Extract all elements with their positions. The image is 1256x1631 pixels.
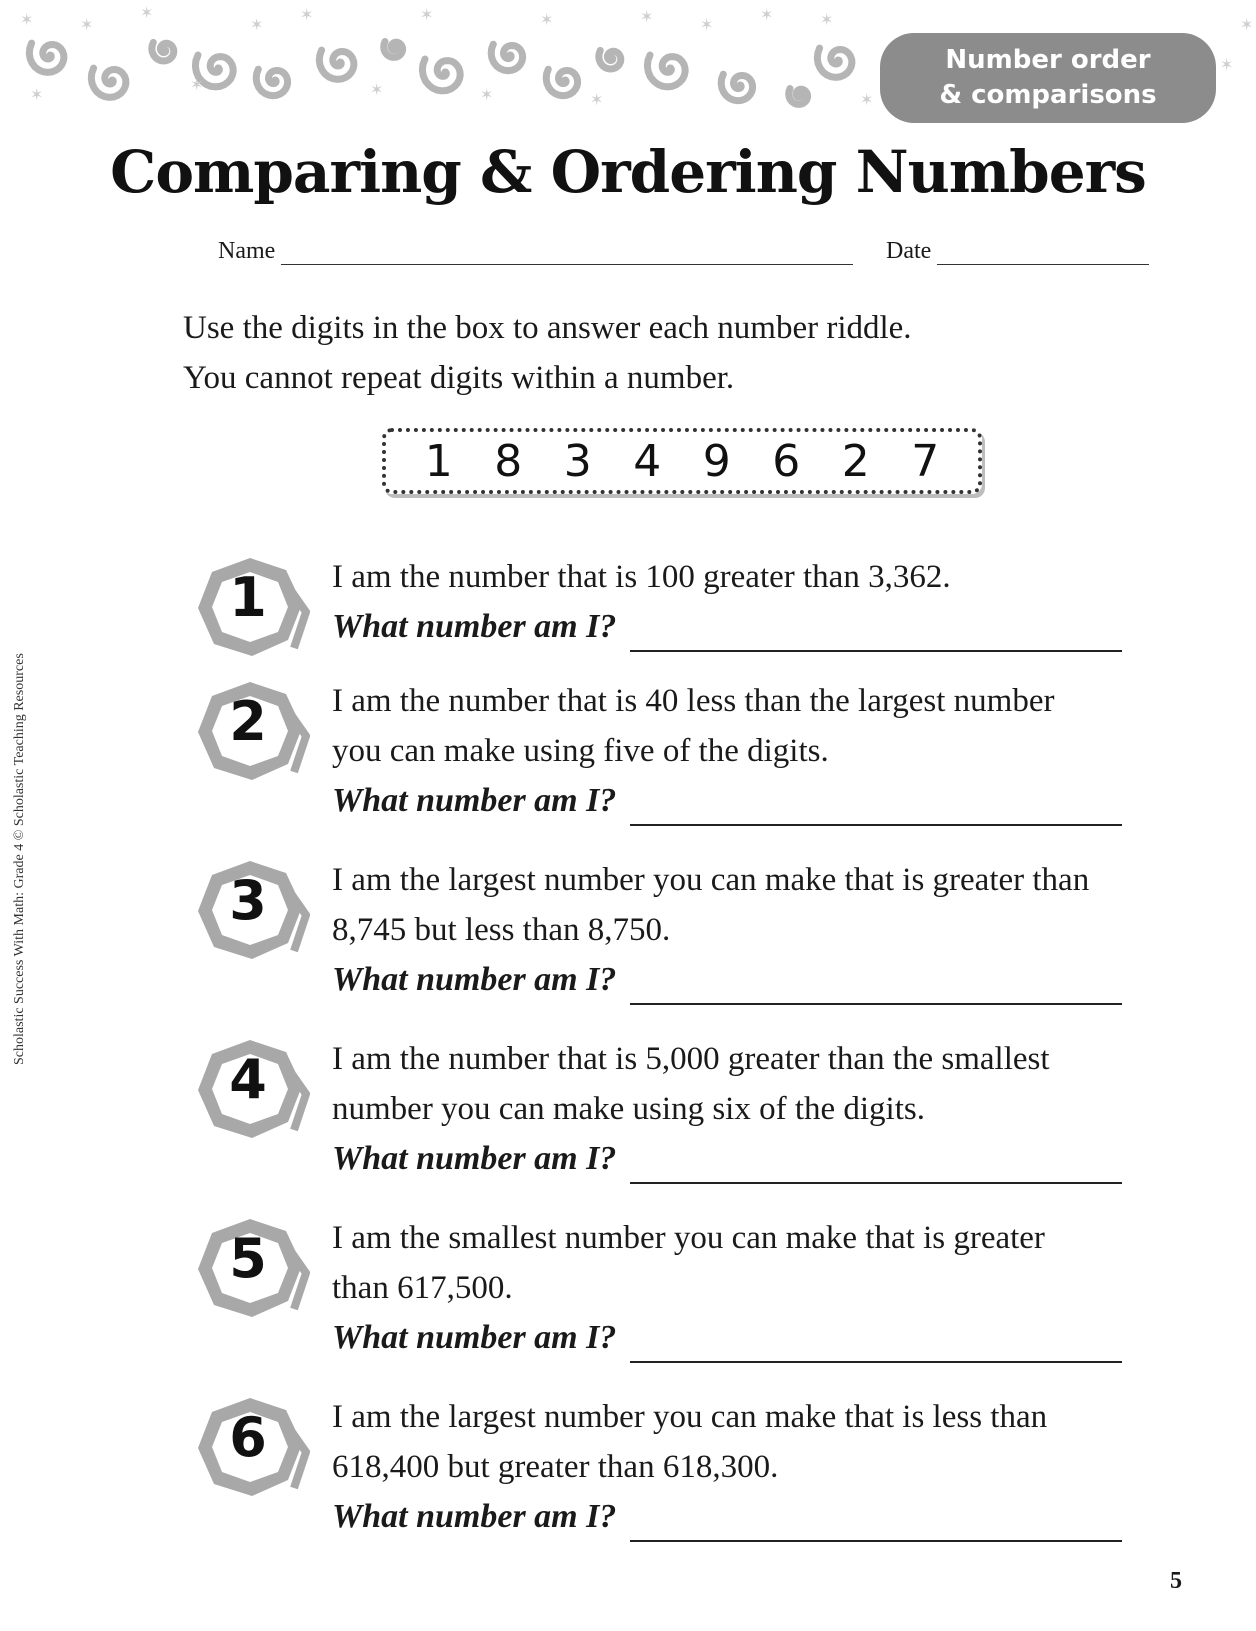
page-title: Comparing & Ordering Numbers: [110, 138, 1146, 206]
swirl-icon: [546, 69, 577, 96]
instructions-line2: You cannot repeat digits within a number.: [183, 360, 735, 396]
date-label: Date: [886, 238, 932, 264]
star-icon: ✶: [640, 7, 654, 26]
date-field[interactable]: [886, 238, 1149, 265]
riddle-text: you can make using five of the digits.: [332, 733, 829, 769]
answer-line[interactable]: [630, 614, 1122, 652]
riddle-question: What number am I?: [332, 961, 617, 998]
riddle-number: 2: [229, 690, 267, 753]
riddle-number: 3: [229, 869, 267, 932]
name-field[interactable]: [218, 238, 853, 265]
riddle-text: number you can make using six of the digits.: [332, 1091, 925, 1127]
riddle-text: I am the largest number you can make that is less than: [332, 1399, 1048, 1435]
riddle-number-badge: [190, 1213, 310, 1323]
star-icon: ✶: [420, 5, 434, 24]
star-icon: ✶: [700, 15, 714, 34]
riddle-number-badge: [190, 676, 310, 786]
digit: 9: [702, 435, 731, 487]
swirl-icon: [29, 43, 64, 72]
name-label: Name: [218, 238, 276, 264]
swirl-icon: [721, 74, 752, 101]
answer-line[interactable]: [630, 788, 1122, 826]
digit: 8: [494, 435, 523, 487]
riddle-number: 6: [229, 1406, 267, 1469]
swirl-icon: [789, 89, 808, 105]
star-icon: ✶: [1240, 15, 1254, 34]
topic-tag-line2: & comparisons: [939, 80, 1157, 110]
riddle-text: I am the number that is 40 less than the largest number: [332, 683, 1055, 719]
riddle-text: 618,400 but greater than 618,300.: [332, 1449, 779, 1485]
swirl-icon: [817, 48, 852, 77]
topic-tag: [880, 33, 1216, 123]
answer-line[interactable]: [630, 1146, 1122, 1184]
star-icon: ✶: [140, 3, 154, 22]
star-icon: ✶: [860, 90, 874, 109]
riddle-text: than 617,500.: [332, 1270, 513, 1306]
star-icon: ✶: [190, 75, 204, 94]
star-icon: ✶: [30, 85, 44, 104]
swirl-icon: [599, 50, 621, 69]
riddle-text: I am the smallest number you can make that is greater: [332, 1220, 1045, 1256]
instructions-line1: Use the digits in the box to answer each number riddle.: [183, 310, 912, 346]
riddle-number-badge: [190, 1392, 310, 1502]
date-line[interactable]: [937, 242, 1149, 265]
digit-box: [382, 428, 982, 494]
star-icon: ✶: [1220, 55, 1234, 74]
topic-tag-line1: Number order: [945, 45, 1151, 75]
swirl-icon: [384, 42, 403, 58]
digit: 3: [563, 435, 592, 487]
answer-line[interactable]: [630, 1504, 1122, 1542]
star-icon: ✶: [80, 15, 94, 34]
digit: 2: [841, 435, 870, 487]
swirl-icon: [422, 59, 460, 91]
swirl-icon: [319, 50, 354, 79]
riddle-text: 8,745 but less than 8,750.: [332, 912, 671, 948]
riddle-text: I am the number that is 100 greater than 3,362.: [332, 559, 951, 595]
riddle-number-badge: [190, 1034, 310, 1144]
copyright-side-text: Scholastic Success With Math: Grade 4 © Scholastic Teaching Resources: [12, 653, 27, 1065]
swirl-icon: [91, 68, 126, 97]
answer-line[interactable]: [630, 967, 1122, 1005]
star-icon: ✶: [540, 10, 554, 29]
answer-line[interactable]: [630, 1325, 1122, 1363]
star-icon: ✶: [760, 5, 774, 24]
riddle-question: What number am I?: [332, 782, 617, 819]
riddle-number-badge: [190, 552, 310, 662]
riddle-question: What number am I?: [332, 1140, 617, 1177]
star-icon: ✶: [370, 80, 384, 99]
riddle-question: What number am I?: [332, 1498, 617, 1535]
riddle-question: What number am I?: [332, 1319, 617, 1356]
star-icon: ✶: [300, 5, 314, 24]
digit: 1: [424, 435, 453, 487]
digit: 6: [772, 435, 801, 487]
swirl-icon: [152, 42, 174, 61]
star-icon: ✶: [250, 15, 264, 34]
digit: 4: [633, 435, 662, 487]
riddle-question: What number am I?: [332, 608, 617, 645]
name-line[interactable]: [281, 242, 853, 265]
digit: 7: [911, 435, 940, 487]
riddle-text: I am the largest number you can make that is greater than: [332, 862, 1090, 898]
star-icon: ✶: [20, 10, 34, 29]
star-icon: ✶: [590, 90, 604, 109]
star-icon: ✶: [480, 85, 494, 104]
riddle-text: I am the number that is 5,000 greater than the smallest: [332, 1041, 1050, 1077]
star-icon: ✶: [820, 10, 834, 29]
riddle-number: 4: [229, 1048, 267, 1111]
page-number: 5: [1170, 1568, 1182, 1594]
instructions: [183, 303, 912, 403]
riddle-number-badge: [190, 855, 310, 965]
swirl-icon: [491, 44, 522, 70]
swirl-icon: [256, 69, 287, 96]
riddle-number: 1: [229, 566, 267, 629]
riddle-number: 5: [229, 1227, 267, 1290]
swirl-icon: [647, 55, 685, 87]
